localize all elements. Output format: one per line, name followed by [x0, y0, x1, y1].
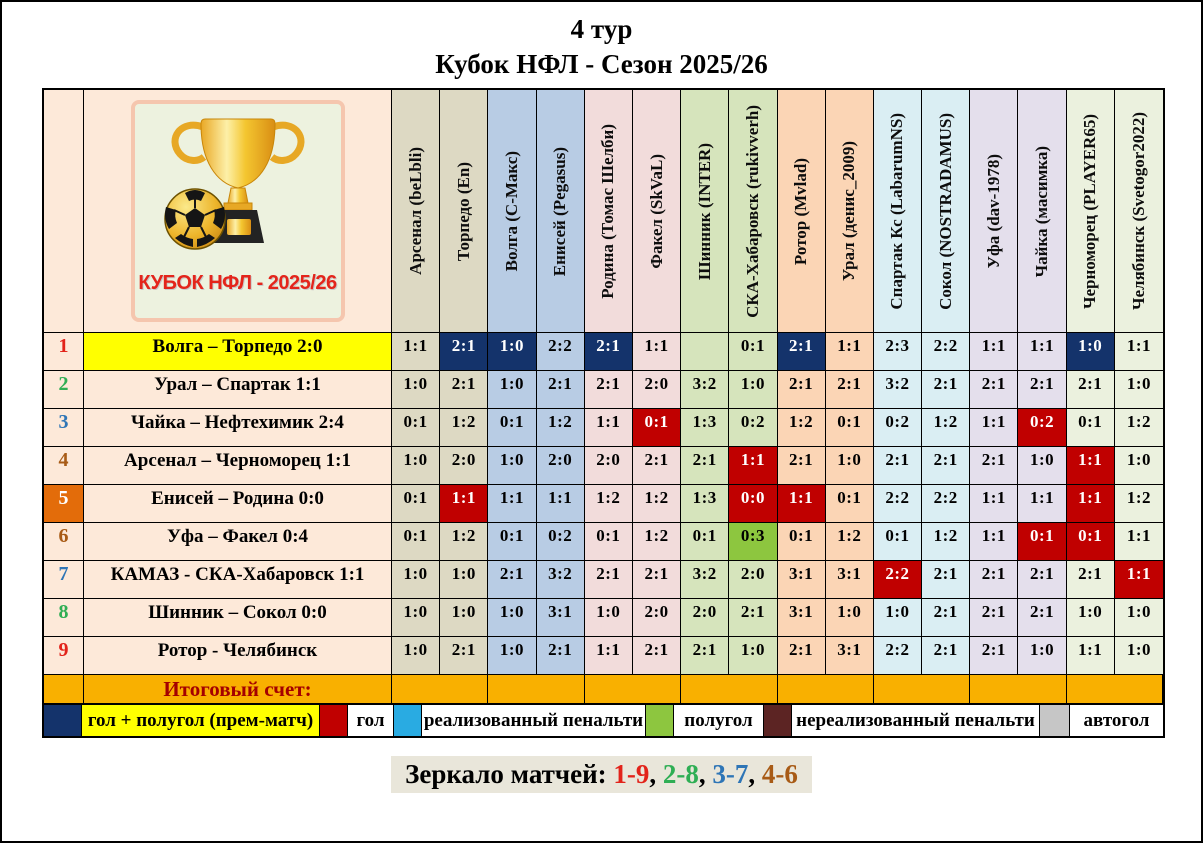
mirror-separator: ,	[649, 759, 663, 790]
legend-swatch-goal-halfgoal	[44, 705, 82, 736]
score-cell: 1:0	[440, 599, 488, 637]
score-cell: 1:1	[1067, 485, 1115, 523]
score-cell: 1:2	[440, 409, 488, 447]
column-header-label: Ротор (Mvlad)	[791, 157, 811, 265]
score-cell: 2:1	[922, 447, 970, 485]
match-name: КАМАЗ - СКА-Хабаровск 1:1	[84, 561, 392, 599]
match-name: Волга – Торпедо 2:0	[84, 333, 392, 371]
column-header-label: Спартак Кс (LabarumNS)	[887, 112, 907, 310]
score-cell: 2:1	[633, 637, 681, 675]
score-cell: 0:1	[1067, 523, 1115, 561]
column-header-label: Сокол (NOSTRADAMUS)	[935, 112, 955, 310]
score-cell: 2:0	[537, 447, 585, 485]
score-cell: 1:0	[1115, 371, 1163, 409]
match-name: Урал – Спартак 1:1	[84, 371, 392, 409]
legend-label-missed-penalty: нереализованный пенальти	[792, 705, 1040, 736]
score-cell: 1:1	[488, 485, 536, 523]
totals-empty-cell	[778, 675, 874, 704]
score-cell: 0:1	[826, 409, 874, 447]
totals-empty-cell	[1067, 675, 1163, 704]
mirror-matches-text	[391, 756, 812, 793]
score-cell	[681, 333, 729, 371]
score-cell: 1:2	[633, 523, 681, 561]
score-cell: 1:0	[826, 447, 874, 485]
score-cell: 2:1	[1018, 599, 1066, 637]
score-cell: 0:1	[778, 523, 826, 561]
score-cell: 1:0	[826, 599, 874, 637]
score-cell: 2:1	[1067, 371, 1115, 409]
match-name: Енисей – Родина 0:0	[84, 485, 392, 523]
score-cell: 0:1	[874, 523, 922, 561]
score-cell: 1:0	[392, 637, 440, 675]
score-cell: 2:1	[633, 447, 681, 485]
score-cell: 1:0	[1115, 599, 1163, 637]
score-cell: 1:3	[681, 409, 729, 447]
column-header-2	[440, 90, 488, 333]
column-header-13	[970, 90, 1018, 333]
score-cell: 2:1	[1067, 561, 1115, 599]
match-name: Арсенал – Черноморец 1:1	[84, 447, 392, 485]
score-cell: 1:2	[1115, 409, 1163, 447]
score-cell: 1:0	[392, 599, 440, 637]
column-header-12	[922, 90, 970, 333]
legend-row	[44, 704, 1163, 736]
score-cell: 1:0	[1067, 599, 1115, 637]
score-cell: 1:0	[1018, 637, 1066, 675]
mirror-matches-line	[2, 756, 1201, 793]
score-cell: 2:1	[970, 371, 1018, 409]
score-cell: 1:1	[1018, 485, 1066, 523]
column-header-label: Торпедо (En)	[453, 161, 473, 261]
totals-empty-cell	[392, 675, 488, 704]
title-round: 4 тур	[570, 14, 633, 44]
score-cell: 1:1	[1018, 333, 1066, 371]
tournament-logo	[131, 100, 345, 322]
score-cell: 2:1	[778, 333, 826, 371]
score-cell: 1:0	[1067, 333, 1115, 371]
column-header-10	[826, 90, 874, 333]
score-cell: 0:1	[681, 523, 729, 561]
score-cell: 1:0	[440, 561, 488, 599]
trophy-and-ball-icon	[143, 108, 333, 270]
score-cell: 2:1	[922, 371, 970, 409]
score-cell: 2:1	[681, 447, 729, 485]
score-cell: 2:1	[970, 599, 1018, 637]
score-cell: 1:2	[1115, 485, 1163, 523]
mirror-pair: 4-6	[761, 759, 798, 790]
totals-label: Итоговый счет:	[84, 675, 392, 704]
score-cell: 0:0	[729, 485, 777, 523]
score-cell: 2:1	[1018, 561, 1066, 599]
score-cell: 1:0	[488, 599, 536, 637]
score-cell: 0:1	[488, 523, 536, 561]
score-cell: 2:1	[537, 637, 585, 675]
score-cell: 1:2	[826, 523, 874, 561]
score-cell: 2:1	[633, 561, 681, 599]
score-cell: 1:2	[633, 485, 681, 523]
score-cell: 1:0	[392, 447, 440, 485]
logo-caption: КУБОК НФЛ - 2025/26	[138, 272, 337, 295]
mirror-pair: 3-7	[712, 759, 749, 790]
score-cell: 2:1	[440, 637, 488, 675]
score-cell: 0:1	[488, 409, 536, 447]
mirror-pair: 2-8	[662, 759, 699, 790]
score-cell: 3:1	[778, 561, 826, 599]
score-cell: 0:2	[1018, 409, 1066, 447]
column-header-label: Шинник (INTER)	[694, 142, 714, 280]
mirror-pair: 1-9	[613, 759, 650, 790]
score-cell: 1:0	[488, 447, 536, 485]
legend-label-goal-halfgoal: гол + полугол (прем-матч)	[82, 705, 320, 736]
score-cell: 1:1	[826, 333, 874, 371]
row-number: 1	[44, 333, 84, 371]
score-cell: 1:3	[681, 485, 729, 523]
column-header-11	[874, 90, 922, 333]
score-cell: 2:1	[585, 371, 633, 409]
score-cell: 2:1	[922, 599, 970, 637]
score-cell: 3:2	[874, 371, 922, 409]
score-cell: 2:0	[633, 599, 681, 637]
score-cell: 1:1	[1067, 447, 1115, 485]
score-cell: 1:0	[1115, 637, 1163, 675]
score-cell: 3:2	[681, 561, 729, 599]
score-cell: 1:0	[488, 333, 536, 371]
score-cell: 2:2	[922, 485, 970, 523]
legend-swatch-owngoal	[1040, 705, 1070, 736]
score-cell: 1:0	[488, 637, 536, 675]
totals-empty-cell	[681, 675, 777, 704]
legend-swatch-halfgoal	[646, 705, 674, 736]
column-header-label: Челябинск (Svetogor2022)	[1128, 112, 1148, 311]
score-cell: 0:3	[729, 523, 777, 561]
column-header-8	[729, 90, 777, 333]
match-name: Чайка – Нефтехимик 2:4	[84, 409, 392, 447]
score-cell: 1:2	[537, 409, 585, 447]
results-table	[42, 88, 1165, 738]
score-cell: 2:1	[778, 637, 826, 675]
score-cell: 1:0	[729, 637, 777, 675]
score-cell: 2:1	[1018, 371, 1066, 409]
score-cell: 2:0	[440, 447, 488, 485]
score-cell: 2:1	[729, 599, 777, 637]
totals-empty-cell	[585, 675, 681, 704]
score-cell: 0:2	[537, 523, 585, 561]
score-cell: 2:3	[874, 333, 922, 371]
column-header-15	[1067, 90, 1115, 333]
column-header-label: СКА-Хабаровск (rukivverh)	[742, 104, 762, 318]
legend-swatch-scored-penalty	[394, 705, 422, 736]
row-number: 9	[44, 637, 84, 675]
header-corner-cell	[44, 90, 84, 333]
score-cell: 2:2	[922, 333, 970, 371]
score-cell: 3:1	[778, 599, 826, 637]
totals-empty-cell	[874, 675, 970, 704]
totals-empty-cell	[970, 675, 1066, 704]
score-cell: 2:1	[922, 561, 970, 599]
score-cell: 0:1	[1018, 523, 1066, 561]
score-cell: 1:0	[392, 371, 440, 409]
score-cell: 2:1	[488, 561, 536, 599]
legend-swatch-goal	[320, 705, 348, 736]
column-header-3	[488, 90, 536, 333]
row-number: 4	[44, 447, 84, 485]
score-cell: 2:2	[874, 485, 922, 523]
score-cell: 1:1	[440, 485, 488, 523]
score-cell: 1:1	[970, 333, 1018, 371]
score-cell: 1:0	[874, 599, 922, 637]
score-cell: 1:0	[729, 371, 777, 409]
score-cell: 0:2	[874, 409, 922, 447]
score-cell: 1:2	[922, 409, 970, 447]
score-cell: 1:2	[440, 523, 488, 561]
column-header-4	[537, 90, 585, 333]
score-cell: 2:1	[681, 637, 729, 675]
score-cell: 2:1	[970, 637, 1018, 675]
score-cell: 0:1	[826, 485, 874, 523]
score-cell: 1:0	[585, 599, 633, 637]
score-cell: 0:1	[633, 409, 681, 447]
score-cell: 1:1	[585, 409, 633, 447]
score-cell: 0:1	[392, 409, 440, 447]
score-cell: 3:1	[537, 599, 585, 637]
column-header-5	[585, 90, 633, 333]
score-cell: 0:1	[585, 523, 633, 561]
row-number: 6	[44, 523, 84, 561]
mirror-prefix: Зеркало матчей:	[405, 759, 614, 790]
score-cell: 3:2	[681, 371, 729, 409]
totals-corner-cell	[44, 675, 84, 704]
predictions-grid	[44, 90, 1163, 704]
row-number: 3	[44, 409, 84, 447]
score-cell: 0:2	[729, 409, 777, 447]
score-cell: 2:1	[778, 371, 826, 409]
score-cell: 1:1	[729, 447, 777, 485]
column-header-label: Енисей (Pegasus)	[550, 146, 570, 276]
score-cell: 2:0	[729, 561, 777, 599]
score-cell: 2:1	[585, 561, 633, 599]
match-name: Шинник – Сокол 0:0	[84, 599, 392, 637]
score-cell: 2:1	[778, 447, 826, 485]
legend-label-goal: гол	[348, 705, 394, 736]
mirror-separator: ,	[748, 759, 762, 790]
score-cell: 0:1	[1067, 409, 1115, 447]
score-cell: 2:1	[537, 371, 585, 409]
legend-label-halfgoal: полугол	[674, 705, 764, 736]
score-cell: 2:2	[874, 637, 922, 675]
match-name: Уфа – Факел 0:4	[84, 523, 392, 561]
score-cell: 1:1	[970, 523, 1018, 561]
score-cell: 2:2	[874, 561, 922, 599]
score-cell: 2:1	[826, 371, 874, 409]
score-cell: 1:0	[392, 561, 440, 599]
score-cell: 2:1	[922, 637, 970, 675]
score-cell: 1:0	[488, 371, 536, 409]
score-cell: 2:1	[970, 447, 1018, 485]
score-cell: 0:1	[392, 485, 440, 523]
score-cell: 2:0	[633, 371, 681, 409]
column-header-9	[778, 90, 826, 333]
score-cell: 1:1	[1115, 523, 1163, 561]
column-header-label: Урал (денис_2009)	[839, 141, 859, 282]
score-cell: 1:2	[922, 523, 970, 561]
row-number: 8	[44, 599, 84, 637]
column-header-label: Факел (SkVaL)	[646, 153, 666, 269]
match-name: Ротор - Челябинск	[84, 637, 392, 675]
column-header-16	[1115, 90, 1163, 333]
column-header-label: Чайка (масимка)	[1032, 145, 1052, 277]
score-cell: 2:0	[681, 599, 729, 637]
score-cell: 1:1	[970, 409, 1018, 447]
score-cell: 1:1	[970, 485, 1018, 523]
score-cell: 1:1	[778, 485, 826, 523]
column-header-label: Родина (Томас Шелби)	[598, 123, 618, 299]
column-header-label: Уфа (dav-1978)	[983, 153, 1003, 269]
score-cell: 2:1	[970, 561, 1018, 599]
score-cell: 2:1	[585, 333, 633, 371]
column-header-label: Волга (С-Макс)	[501, 151, 521, 272]
score-cell: 2:1	[440, 371, 488, 409]
logo-cell	[84, 90, 392, 333]
score-cell: 1:1	[537, 485, 585, 523]
row-number: 2	[44, 371, 84, 409]
score-cell: 2:1	[440, 333, 488, 371]
score-cell: 1:1	[633, 333, 681, 371]
mirror-separator: ,	[698, 759, 713, 790]
score-cell: 0:1	[729, 333, 777, 371]
column-header-6	[633, 90, 681, 333]
page-title	[2, 2, 1201, 82]
legend-label-owngoal: автогол	[1070, 705, 1163, 736]
column-header-1	[392, 90, 440, 333]
score-cell: 2:0	[585, 447, 633, 485]
score-cell: 1:1	[1115, 333, 1163, 371]
row-number: 7	[44, 561, 84, 599]
score-cell: 3:2	[537, 561, 585, 599]
column-header-label: Арсенал (beLbli)	[405, 147, 425, 276]
title-competition: Кубок НФЛ - Сезон 2025/26	[435, 49, 768, 80]
score-cell: 1:0	[1018, 447, 1066, 485]
legend-swatch-missed-penalty	[764, 705, 792, 736]
totals-empty-cell	[488, 675, 584, 704]
score-cell: 1:1	[585, 637, 633, 675]
column-header-7	[681, 90, 729, 333]
score-cell: 3:1	[826, 637, 874, 675]
score-cell: 0:1	[392, 523, 440, 561]
score-cell: 3:1	[826, 561, 874, 599]
score-cell: 2:2	[537, 333, 585, 371]
score-cell: 1:2	[585, 485, 633, 523]
column-header-14	[1018, 90, 1066, 333]
score-cell: 2:1	[874, 447, 922, 485]
row-number: 5	[44, 485, 84, 523]
score-cell: 1:2	[778, 409, 826, 447]
legend-label-scored-penalty: реализованный пенальти	[422, 705, 646, 736]
score-cell: 1:1	[1067, 637, 1115, 675]
score-cell: 1:0	[1115, 447, 1163, 485]
score-cell: 1:1	[392, 333, 440, 371]
column-header-label: Черноморец (PLAYER65)	[1080, 113, 1100, 309]
score-cell: 1:1	[1115, 561, 1163, 599]
